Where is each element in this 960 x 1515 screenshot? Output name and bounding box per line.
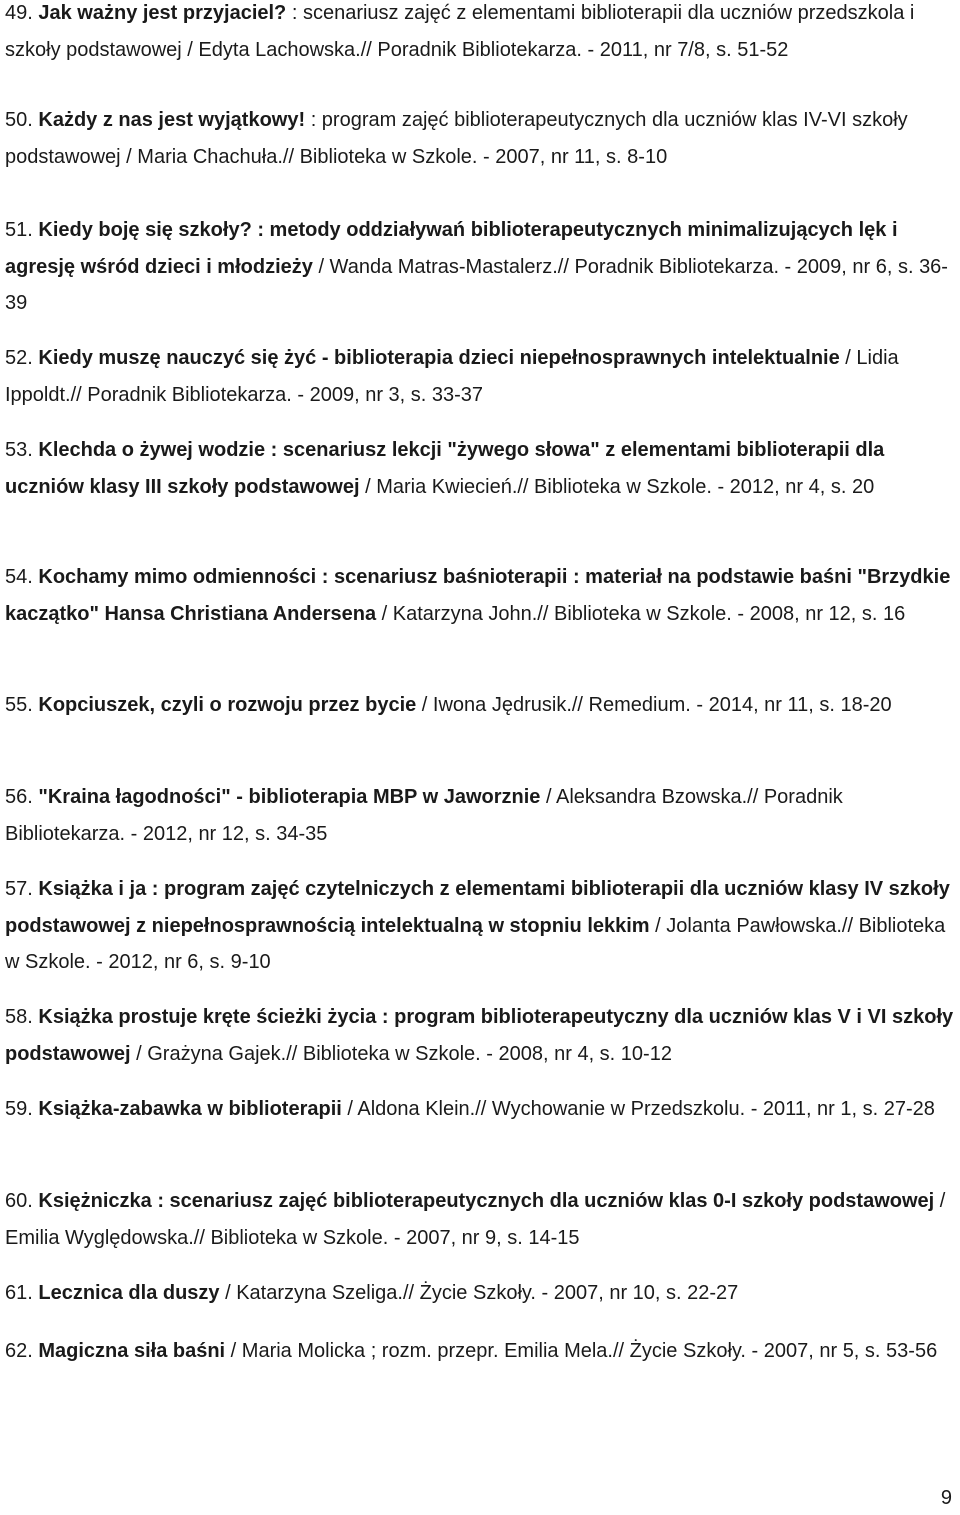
entry-title: Klechda o żywej wodzie : scenariusz lekcji "żywego słowa" z elementami biblioterapii dla uczniów klasy III szkoły podstawowej: [5, 439, 885, 498]
entry-number: 57.: [5, 878, 33, 900]
bibliography-entry: [5, 999, 957, 1072]
entry-details: / Katarzyna John.// Biblioteka w Szkole. - 2008, nr 12, s. 16: [376, 602, 906, 625]
entry-details: / Maria Kwiecień.// Biblioteka w Szkole. - 2012, nr 4, s. 20: [359, 475, 875, 498]
bibliography-entry: [5, 779, 957, 852]
entry-title: Książka-zabawka w biblioterapii: [38, 1098, 342, 1120]
entry-details: : program zajęć biblioterapeutycznych dla uczniów klas IV-VI szkoły podstawowej / Maria Chachuła.// Biblioteka w Szkole. - 2007, nr 11, s. 8-10: [5, 109, 908, 168]
entry-number: 55.: [5, 694, 33, 716]
entry-number: 59.: [5, 1098, 33, 1120]
bibliography-entry: [5, 1183, 957, 1256]
bibliography-entry: [5, 340, 957, 413]
entry-details: / Lidia Ippoldt.// Poradnik Bibliotekarza. - 2009, nr 3, s. 33-37: [5, 347, 899, 406]
entry-title: Lecznica dla duszy: [38, 1282, 220, 1304]
entry-number: 54.: [5, 566, 33, 588]
entry-number: 58.: [5, 1006, 33, 1028]
entry-title: Kiedy boję się szkoły? : metody oddziaływań biblioterapeutycznych minimalizujących lęk i agresję wśród dzieci i młodzieży: [5, 219, 898, 278]
bibliography-entry: [5, 1091, 957, 1128]
bibliography-entry: [5, 1275, 957, 1312]
entry-title: Księżniczka : scenariusz zajęć biblioterapeutycznych dla uczniów klas 0-I szkoły podstawowej: [38, 1190, 935, 1212]
entry-details: / Katarzyna Szeliga.// Życie Szkoły. - 2007, nr 10, s. 22-27: [219, 1282, 739, 1304]
entry-number: 49.: [5, 2, 33, 24]
entry-number: 50.: [5, 109, 33, 131]
bibliography-entry: [5, 871, 957, 981]
entry-details: / Wanda Matras-Mastalerz.// Poradnik Bibliotekarza. - 2009, nr 6, s. 36-39: [5, 255, 948, 314]
entry-number: 62.: [5, 1340, 33, 1362]
entry-title: Każdy z nas jest wyjątkowy!: [38, 109, 306, 131]
page-number: 9: [940, 1487, 952, 1509]
entry-title: Magiczna siła baśni: [38, 1340, 226, 1362]
entry-number: 61.: [5, 1282, 33, 1304]
bibliography-entry: [5, 102, 957, 175]
entry-details: : scenariusz zajęć z elementami biblioterapii dla uczniów przedszkola i szkoły podstawowej / Edyta Lachowska.// Poradnik Bibliotekarza. - 2011, nr 7/8, s. 51-52: [5, 2, 915, 61]
entry-title: "Kraina łagodności" - biblioterapia MBP w Jaworznie: [38, 786, 541, 808]
entry-number: 60.: [5, 1190, 33, 1212]
entry-details: / Aldona Klein.// Wychowanie w Przedszkolu. - 2011, nr 1, s. 27-28: [341, 1098, 935, 1120]
entry-details: / Iwona Jędrusik.// Remedium. - 2014, nr 11, s. 18-20: [416, 694, 892, 716]
bibliography-entry: [5, 687, 957, 724]
entry-details: / Grażyna Gajek.// Biblioteka w Szkole. - 2008, nr 4, s. 10-12: [130, 1042, 672, 1065]
entry-number: 51.: [5, 219, 33, 241]
entry-details: / Maria Molicka ; rozm. przepr. Emilia Mela.// Życie Szkoły. - 2007, nr 5, s. 53-56: [225, 1340, 938, 1362]
bibliography-entry: [5, 0, 957, 68]
entry-details: / Emilia Wyględowska.// Biblioteka w Szkole. - 2007, nr 9, s. 14-15: [5, 1190, 946, 1249]
entry-title: Kiedy muszę nauczyć się żyć - biblioterapia dzieci niepełnosprawnych intelektualnie: [38, 347, 840, 369]
entry-title: Kopciuszek, czyli o rozwoju przez bycie: [38, 694, 417, 716]
entry-title: Kochamy mimo odmienności : scenariusz baśnioterapii : materiał na podstawie baśni "Brzydkie kaczątko" Hansa Christiana Andersena: [5, 566, 951, 625]
bibliography-entry: [5, 212, 957, 322]
entry-title: Książka prostuje kręte ścieżki życia : program biblioterapeutyczny dla uczniów klas V i VI szkoły podstawowej: [5, 1006, 954, 1065]
entry-title: Jak ważny jest przyjaciel?: [38, 2, 287, 24]
entry-details: / Jolanta Pawłowska.// Biblioteka w Szkole. - 2012, nr 6, s. 9-10: [5, 914, 946, 973]
entry-number: 53.: [5, 439, 33, 461]
bibliography-entry: [5, 1333, 957, 1370]
entry-details: / Aleksandra Bzowska.// Poradnik Bibliotekarza. - 2012, nr 12, s. 34-35: [5, 786, 843, 845]
entry-number: 52.: [5, 347, 33, 369]
entry-title: Książka i ja : program zajęć czytelniczych z elementami biblioterapii dla uczniów klasy IV szkoły podstawowej z niepełnosprawnością intelektualną w stopniu lekkim: [5, 878, 950, 937]
entry-number: 56.: [5, 786, 33, 808]
bibliography-entry: [5, 559, 957, 632]
bibliography-entry: [5, 432, 957, 505]
